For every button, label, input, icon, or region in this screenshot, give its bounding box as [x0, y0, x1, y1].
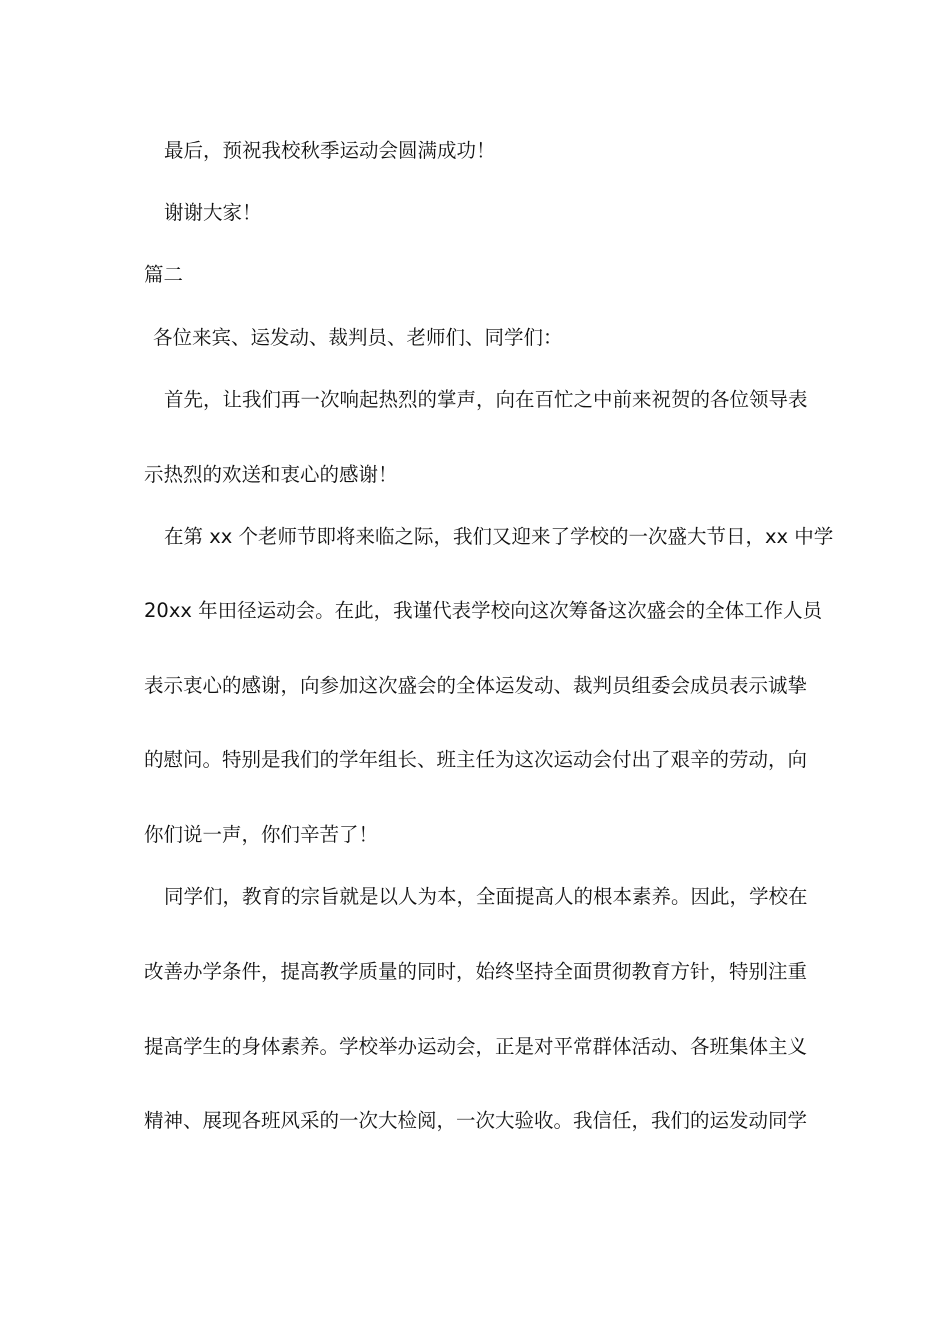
paragraph-line: 的慰问。特别是我们的学年组长、班主任为这次运动会付出了艰辛的劳动，向 [144, 748, 808, 771]
closing-wish-line: 最后，预祝我校秋季运动会圆满成功！ [164, 139, 496, 162]
paragraph-line: 同学们，教育的宗旨就是以人为本，全面提高人的根本素养。因此，学校在 [164, 885, 808, 908]
paragraph-line: 你们说一声，你们辛苦了！ [144, 823, 379, 846]
paragraph-line: 首先，让我们再一次响起热烈的掌声，向在百忙之中前来祝贺的各位领导表 [164, 388, 808, 411]
paragraph-line: 改善办学条件，提高教学质量的同时，始终坚持全面贯彻教育方针，特别注重 [144, 960, 808, 983]
paragraph-line: 提高学生的身体素养。学校举办运动会，正是对平常群体活动、各班集体主义 [144, 1035, 808, 1058]
paragraph-line: 示热烈的欢送和衷心的感谢！ [144, 463, 398, 486]
paragraph-line: 表示衷心的感谢，向参加这次盛会的全体运发动、裁判员组委会成员表示诚挚 [144, 674, 808, 697]
thanks-line: 谢谢大家！ [164, 201, 262, 224]
paragraph-line: 在第 xx 个老师节即将来临之际，我们又迎来了学校的一次盛大节日，xx 中学 [164, 525, 834, 548]
salutation-line: 各位来宾、运发动、裁判员、老师们、同学们： [153, 326, 563, 349]
section-heading: 篇二 [144, 263, 184, 286]
paragraph-line: 20xx 年田径运动会。在此，我谨代表学校向这次筹备这次盛会的全体工作人员 [144, 599, 823, 622]
paragraph-line: 精神、展现各班风采的一次大检阅，一次大验收。我信任，我们的运发动同学 [144, 1109, 808, 1132]
